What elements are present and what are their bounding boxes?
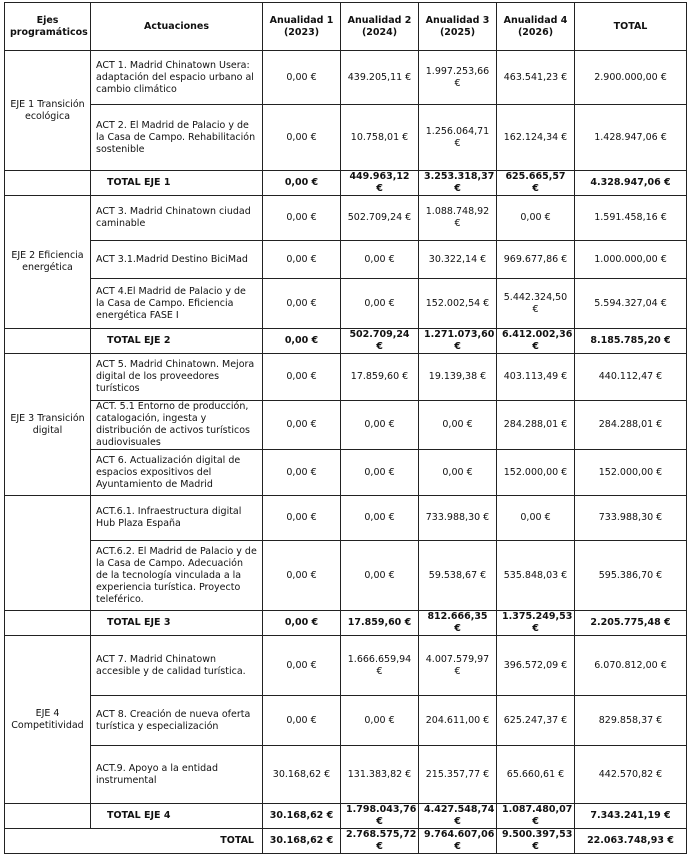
- value-cell: 9.500.397,53 €: [497, 829, 575, 854]
- actuacion-cell: ACT 7. Madrid Chinatown accesible y de calidad turística.: [91, 636, 263, 696]
- actuacion-cell: ACT 2. El Madrid de Palacio y de la Casa de Campo. Rehabilitación sostenible: [91, 105, 263, 171]
- total-cell: 1.591.458,16 €: [575, 196, 687, 241]
- value-cell: 733.988,30 €: [419, 496, 497, 541]
- total-eje-label: TOTAL EJE 3: [91, 611, 263, 636]
- value-cell: 0,00 €: [263, 354, 341, 401]
- value-cell: 463.541,23 €: [497, 51, 575, 105]
- value-cell: 625.247,37 €: [497, 696, 575, 746]
- value-cell: 0,00 €: [497, 196, 575, 241]
- value-cell: 0,00 €: [263, 279, 341, 329]
- total-eje-row: [5, 171, 687, 196]
- value-cell: 65.660,61 €: [497, 746, 575, 804]
- value-cell: 5.442.324,50 €: [497, 279, 575, 329]
- value-cell: 449.963,12 €: [341, 171, 419, 196]
- value-cell: 17.859,60 €: [341, 611, 419, 636]
- table-header-row: [5, 3, 687, 51]
- total-cell: 829.858,37 €: [575, 696, 687, 746]
- total-cell: 152.000,00 €: [575, 450, 687, 496]
- table-row: [5, 746, 687, 804]
- value-cell: 1.256.064,71 €: [419, 105, 497, 171]
- eje-3-label: EJE 3 Transición digital: [5, 354, 91, 496]
- value-cell: 0,00 €: [263, 636, 341, 696]
- value-cell: 1.375.249,53 €: [497, 611, 575, 636]
- value-cell: 0,00 €: [263, 541, 341, 611]
- table-row: [5, 196, 687, 241]
- eje-1-label: EJE 1 Transición ecológica: [5, 51, 91, 171]
- value-cell: 162.124,34 €: [497, 105, 575, 171]
- value-cell: 152.002,54 €: [419, 279, 497, 329]
- value-cell: 10.758,01 €: [341, 105, 419, 171]
- table-row: [5, 541, 687, 611]
- value-cell: 0,00 €: [341, 696, 419, 746]
- value-cell: 0,00 €: [341, 279, 419, 329]
- actuacion-cell: ACT. 5.1 Entorno de producción, catalogación, ingesta y distribución de activos turísticos audiovisuales: [91, 401, 263, 450]
- total-cell: 2.205.775,48 €: [575, 611, 687, 636]
- total-cell: 284.288,01 €: [575, 401, 687, 450]
- value-cell: 4.427.548,74 €: [419, 804, 497, 829]
- value-cell: 812.666,35 €: [419, 611, 497, 636]
- grand-total-row: [5, 829, 687, 854]
- header-anualidad-4: Anualidad 4 (2026): [497, 3, 575, 51]
- budget-table: [4, 2, 687, 854]
- value-cell: 1.088.748,92 €: [419, 196, 497, 241]
- total-cell: 442.570,82 €: [575, 746, 687, 804]
- table-row: [5, 354, 687, 401]
- value-cell: 1.798.043,76 €: [341, 804, 419, 829]
- total-cell: 22.063.748,93 €: [575, 829, 687, 854]
- value-cell: 0,00 €: [263, 105, 341, 171]
- actuacion-cell: ACT 1. Madrid Chinatown Usera: adaptación del espacio urbano al cambio climático: [91, 51, 263, 105]
- value-cell: 0,00 €: [341, 541, 419, 611]
- eje-2-label: EJE 2 Eficiencia energética: [5, 196, 91, 329]
- value-cell: 6.412.002,36 €: [497, 329, 575, 354]
- total-cell: 733.988,30 €: [575, 496, 687, 541]
- value-cell: 1.997.253,66 €: [419, 51, 497, 105]
- total-cell: 1.428.947,06 €: [575, 105, 687, 171]
- value-cell: 0,00 €: [263, 171, 341, 196]
- value-cell: 215.357,77 €: [419, 746, 497, 804]
- table-row: [5, 105, 687, 171]
- total-cell: 4.328.947,06 €: [575, 171, 687, 196]
- value-cell: 0,00 €: [341, 450, 419, 496]
- actuacion-cell: ACT.6.1. Infraestructura digital Hub Plaza España: [91, 496, 263, 541]
- value-cell: 0,00 €: [263, 196, 341, 241]
- total-eje-label: TOTAL EJE 2: [91, 329, 263, 354]
- value-cell: 403.113,49 €: [497, 354, 575, 401]
- table-row: [5, 450, 687, 496]
- header-total: TOTAL: [575, 3, 687, 51]
- value-cell: 17.859,60 €: [341, 354, 419, 401]
- table-row: [5, 241, 687, 279]
- value-cell: 0,00 €: [263, 450, 341, 496]
- actuacion-cell: ACT 3. Madrid Chinatown ciudad caminable: [91, 196, 263, 241]
- actuacion-cell: ACT 6. Actualización digital de espacios expositivos del Ayuntamiento de Madrid: [91, 450, 263, 496]
- value-cell: 502.709,24 €: [341, 329, 419, 354]
- table-row: [5, 496, 687, 541]
- table-row: [5, 51, 687, 105]
- value-cell: 969.677,86 €: [497, 241, 575, 279]
- total-eje-row: [5, 804, 687, 829]
- value-cell: 1.087.480,07 €: [497, 804, 575, 829]
- table-row: [5, 279, 687, 329]
- value-cell: 0,00 €: [341, 241, 419, 279]
- total-eje-row: [5, 329, 687, 354]
- table-row: [5, 636, 687, 696]
- value-cell: 30.322,14 €: [419, 241, 497, 279]
- value-cell: 152.000,00 €: [497, 450, 575, 496]
- value-cell: 1.271.073,60 €: [419, 329, 497, 354]
- value-cell: 0,00 €: [419, 450, 497, 496]
- value-cell: 4.007.579,97 €: [419, 636, 497, 696]
- value-cell: 0,00 €: [341, 401, 419, 450]
- actuacion-cell: ACT 8. Creación de nueva oferta turística y especialización: [91, 696, 263, 746]
- total-cell: 6.070.812,00 €: [575, 636, 687, 696]
- total-cell: 440.112,47 €: [575, 354, 687, 401]
- total-eje-label: TOTAL EJE 4: [91, 804, 263, 829]
- header-anualidad-3: Anualidad 3 (2025): [419, 3, 497, 51]
- value-cell: 1.666.659,94 €: [341, 636, 419, 696]
- total-cell: 1.000.000,00 €: [575, 241, 687, 279]
- value-cell: 19.139,38 €: [419, 354, 497, 401]
- eje-4-label: EJE 4 Competitividad: [5, 636, 91, 804]
- actuacion-cell: ACT 4.El Madrid de Palacio y de la Casa de Campo. Eficiencia energética FASE I: [91, 279, 263, 329]
- value-cell: 0,00 €: [419, 401, 497, 450]
- value-cell: 535.848,03 €: [497, 541, 575, 611]
- value-cell: 0,00 €: [263, 329, 341, 354]
- actuacion-cell: ACT.9. Apoyo a la entidad instrumental: [91, 746, 263, 804]
- value-cell: 30.168,62 €: [263, 829, 341, 854]
- total-cell: 2.900.000,00 €: [575, 51, 687, 105]
- table-row: [5, 401, 687, 450]
- value-cell: 625.665,57 €: [497, 171, 575, 196]
- header-anualidad-1: Anualidad 1 (2023): [263, 3, 341, 51]
- value-cell: 0,00 €: [263, 496, 341, 541]
- actuacion-cell: ACT.6.2. El Madrid de Palacio y de la Casa de Campo. Adecuación de la tecnología vinculada a la experiencia turística. Proyecto teleférico.: [91, 541, 263, 611]
- value-cell: 30.168,62 €: [263, 804, 341, 829]
- total-cell: 595.386,70 €: [575, 541, 687, 611]
- header-actuaciones: Actuaciones: [91, 3, 263, 51]
- total-cell: 5.594.327,04 €: [575, 279, 687, 329]
- value-cell: 59.538,67 €: [419, 541, 497, 611]
- value-cell: 131.383,82 €: [341, 746, 419, 804]
- value-cell: 502.709,24 €: [341, 196, 419, 241]
- actuacion-cell: ACT 3.1.Madrid Destino BiciMad: [91, 241, 263, 279]
- value-cell: 0,00 €: [341, 496, 419, 541]
- grand-total-label: TOTAL: [5, 829, 263, 854]
- value-cell: 2.768.575,72 €: [341, 829, 419, 854]
- value-cell: 396.572,09 €: [497, 636, 575, 696]
- value-cell: 9.764.607,06 €: [419, 829, 497, 854]
- value-cell: 0,00 €: [263, 401, 341, 450]
- table-row: [5, 696, 687, 746]
- value-cell: 0,00 €: [263, 241, 341, 279]
- value-cell: 30.168,62 €: [263, 746, 341, 804]
- value-cell: 0,00 €: [497, 496, 575, 541]
- value-cell: 3.253.318,37 €: [419, 171, 497, 196]
- header-ejes: Ejes programáticos: [5, 3, 91, 51]
- total-eje-label: TOTAL EJE 1: [91, 171, 263, 196]
- total-eje-row: [5, 611, 687, 636]
- actuacion-cell: ACT 5. Madrid Chinatown. Mejora digital de los proveedores turísticos: [91, 354, 263, 401]
- value-cell: 0,00 €: [263, 51, 341, 105]
- value-cell: 204.611,00 €: [419, 696, 497, 746]
- total-cell: 7.343.241,19 €: [575, 804, 687, 829]
- header-anualidad-2: Anualidad 2 (2024): [341, 3, 419, 51]
- value-cell: 0,00 €: [263, 611, 341, 636]
- value-cell: 0,00 €: [263, 696, 341, 746]
- value-cell: 284.288,01 €: [497, 401, 575, 450]
- value-cell: 439.205,11 €: [341, 51, 419, 105]
- total-cell: 8.185.785,20 €: [575, 329, 687, 354]
